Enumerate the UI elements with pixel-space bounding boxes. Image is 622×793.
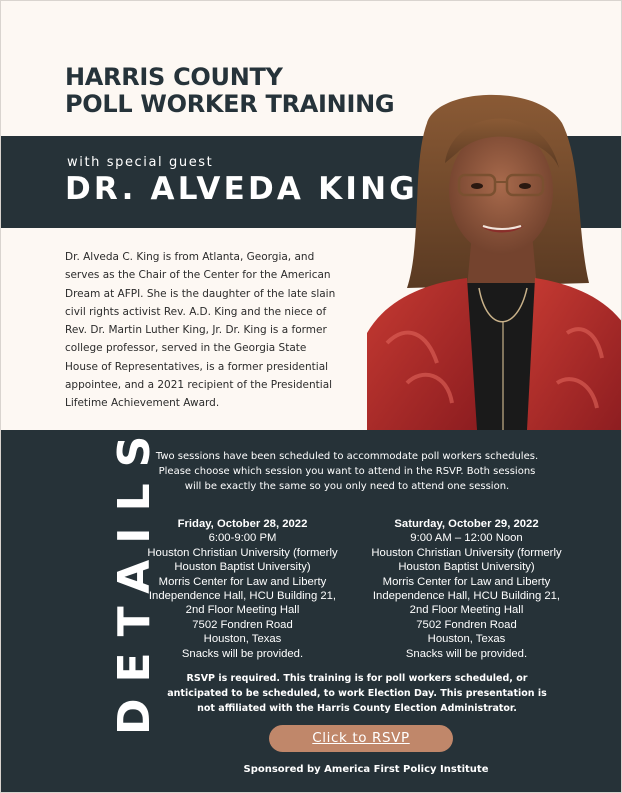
notice-line: RSVP is required. This training is for poll workers scheduled, or bbox=[186, 673, 528, 684]
session-city: Houston, Texas bbox=[427, 633, 506, 646]
session-center: Morris Center for Law and Liberty bbox=[382, 575, 551, 588]
intro-line: Please choose which session you want to attend in the RSVP. Both sessions bbox=[158, 466, 536, 477]
session-building: Independence Hall, HCU Building 21, bbox=[372, 590, 561, 603]
special-guest-label: with special guest bbox=[67, 155, 214, 170]
sessions-intro bbox=[131, 449, 563, 494]
session-city: Houston, Texas bbox=[203, 633, 282, 646]
details-heading-text: DETAILS bbox=[109, 419, 160, 735]
notice-line: not affiliated with the Harris County Election Administrator. bbox=[197, 703, 517, 714]
session-date: Saturday, October 29, 2022 bbox=[394, 518, 539, 530]
bio-line: Lifetime Achievement Award. bbox=[65, 397, 220, 410]
session-room: 2nd Floor Meeting Hall bbox=[409, 604, 524, 617]
event-title bbox=[65, 64, 394, 118]
title-line-1: HARRIS COUNTY bbox=[65, 63, 283, 91]
notice-line: anticipated to be scheduled, to work Election Day. This presentation is bbox=[167, 688, 547, 699]
session-time: 9:00 AM – 12:00 Noon bbox=[410, 532, 523, 545]
session-street: 7502 Fondren Road bbox=[192, 618, 293, 631]
session-street: 7502 Fondren Road bbox=[416, 618, 517, 631]
bio-line: civil rights activist Rev. A.D. King and the niece of bbox=[65, 305, 327, 318]
bio-line: House of Representatives, is a former presidential bbox=[65, 360, 329, 373]
session-snacks: Snacks will be provided. bbox=[181, 647, 304, 660]
session-friday bbox=[135, 517, 350, 661]
rsvp-notice bbox=[151, 671, 563, 716]
bio-line: Dr. Alveda C. King is from Atlanta, Georgia, and bbox=[65, 251, 315, 263]
guest-portrait-photo bbox=[367, 83, 622, 430]
session-snacks: Snacks will be provided. bbox=[405, 647, 528, 660]
title-line-2: POLL WORKER TRAINING bbox=[65, 90, 395, 118]
session-date: Friday, October 28, 2022 bbox=[177, 518, 308, 530]
bio-line: appointee, and a 2021 recipient of the Presidential bbox=[65, 379, 333, 392]
rsvp-button[interactable]: Click to RSVP bbox=[269, 725, 453, 752]
session-venue: Houston Baptist University) bbox=[398, 561, 535, 574]
bio-line: Dream at AFPI. She is the daughter of the late slain bbox=[65, 287, 336, 300]
guest-bio bbox=[65, 248, 347, 413]
session-building: Independence Hall, HCU Building 21, bbox=[148, 590, 337, 603]
intro-line: Two sessions have been scheduled to accommodate poll workers schedules. bbox=[155, 451, 539, 462]
session-time: 6:00-9:00 PM bbox=[208, 532, 277, 545]
bio-line: Rev. Dr. Martin Luther King, Jr. Dr. King is a former bbox=[65, 324, 327, 337]
intro-line: will be exactly the same so you only need to attend one session. bbox=[184, 481, 510, 492]
session-venue: Houston Christian University (formerly bbox=[147, 546, 338, 559]
session-room: 2nd Floor Meeting Hall bbox=[185, 604, 300, 617]
guest-name: DR. ALVEDA KING bbox=[65, 171, 418, 207]
session-saturday bbox=[359, 517, 574, 661]
bio-line: college professor, served in the Georgia State bbox=[65, 342, 307, 355]
details-vertical-heading bbox=[63, 419, 160, 741]
session-center: Morris Center for Law and Liberty bbox=[158, 575, 327, 588]
bio-line: serves as the Chair of the Center for the American bbox=[65, 269, 331, 282]
session-venue: Houston Baptist University) bbox=[174, 561, 311, 574]
session-venue: Houston Christian University (formerly bbox=[371, 546, 562, 559]
sponsor-line: Sponsored by America First Policy Institute bbox=[243, 764, 489, 775]
